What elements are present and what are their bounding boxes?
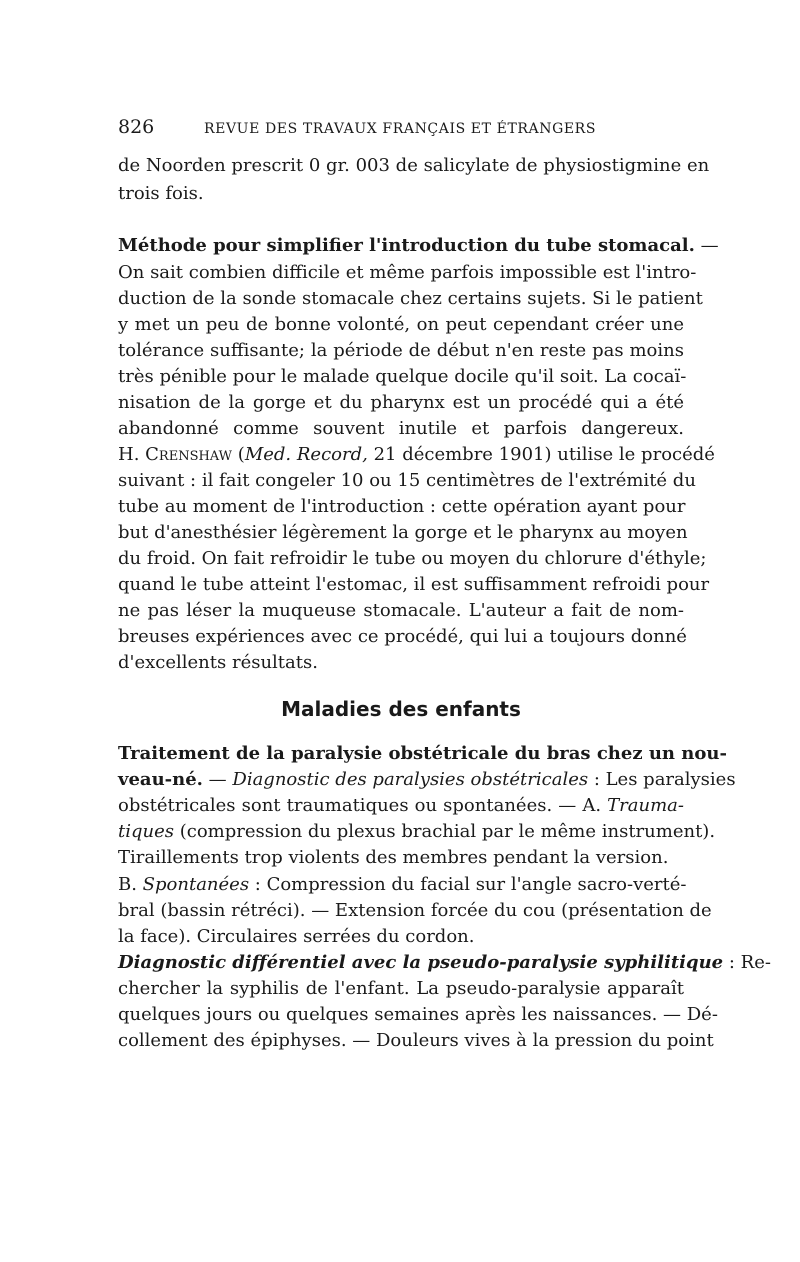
text-line: H. Crenshaw (Med. Record, 21 décembre 1901) utilise le procédé bbox=[118, 444, 715, 465]
text-line: bral (bassin rétréci). — Extension forcée du cou (présentation de bbox=[118, 900, 712, 921]
author-name: H. Crenshaw bbox=[118, 444, 233, 465]
text-line: tolérance suffisante; la période de début n'en reste pas moins bbox=[118, 340, 684, 361]
running-header bbox=[118, 112, 684, 142]
text-line: de Noorden prescrit 0 gr. 003 de salicylate de physiostigmine en bbox=[118, 155, 710, 176]
text-line: très pénible pour le malade quelque docile qu'il soit. La cocaï- bbox=[118, 366, 687, 387]
text-line: trois fois. bbox=[118, 183, 204, 204]
text-line: quand le tube atteint l'estomac, il est suffisamment refroidi pour bbox=[118, 574, 710, 595]
text-line: nisation de la gorge et du pharynx est un procédé qui a été bbox=[118, 392, 684, 413]
text-line: Tiraillements trop violents des membres pendant la version. bbox=[118, 847, 669, 868]
text-line: Diagnostic différentiel avec la pseudo-paralysie syphilitique : Re- bbox=[118, 952, 771, 973]
text-line: ne pas léser la muqueuse stomacale. L'auteur a fait de nom- bbox=[118, 600, 684, 621]
text-line: quelques jours ou quelques semaines après les naissances. — Dé- bbox=[118, 1004, 718, 1025]
text-line: d'excellents résultats. bbox=[118, 652, 318, 673]
text-line: collement des épiphyses. — Douleurs vives à la pression du point bbox=[118, 1030, 714, 1051]
text-line: chercher la syphilis de l'enfant. La pseudo-paralysie apparaît bbox=[118, 978, 684, 999]
article-title: Méthode pour simplifier l'introduction du tube stomacal. bbox=[118, 235, 695, 256]
text-line: la face). Circulaires serrées du cordon. bbox=[118, 926, 475, 947]
text-line: du froid. On fait refroidir le tube ou moyen du chlorure d'éthyle; bbox=[118, 548, 707, 569]
text-line: suivant : il fait congeler 10 ou 15 centimètres de l'extrémité du bbox=[118, 470, 696, 491]
source-citation: Med. Record, bbox=[244, 444, 368, 465]
text-line: B. Spontanées : Compression du facial sur l'angle sacro-verté- bbox=[118, 874, 687, 895]
text-line: but d'anesthésier légèrement la gorge et le pharynx au moyen bbox=[118, 522, 688, 543]
text-line: tube au moment de l'introduction : cette opération ayant pour bbox=[118, 496, 686, 517]
page-number: 826 bbox=[118, 116, 155, 138]
text-line: duction de la sonde stomacale chez certains sujets. Si le patient bbox=[118, 288, 703, 309]
section-heading: Maladies des enfants bbox=[281, 697, 521, 721]
text-line: On sait combien difficile et même parfois impossible est l'intro- bbox=[118, 262, 697, 283]
text-line: veau-né. — Diagnostic des paralysies obstétricales : Les paralysies bbox=[118, 769, 736, 790]
running-title: REVUE DES TRAVAUX FRANÇAIS ET ÉTRANGERS bbox=[204, 121, 597, 137]
article-heading: Méthode pour simplifier l'introduction du tube stomacal. — bbox=[118, 235, 719, 256]
article-heading: Traitement de la paralysie obstétricale du bras chez un nou- bbox=[118, 743, 727, 764]
text-line: tiques (compression du plexus brachial par le même instrument). bbox=[118, 821, 716, 842]
text-line: y met un peu de bonne volonté, on peut cependant créer une bbox=[118, 314, 684, 335]
text-line: abandonné comme souvent inutile et parfois dangereux. bbox=[118, 418, 684, 439]
text-line: obstétricales sont traumatiques ou spontanées. — A. Trauma- bbox=[118, 795, 684, 816]
text-line: breuses expériences avec ce procédé, qui lui a toujours donné bbox=[118, 626, 687, 647]
